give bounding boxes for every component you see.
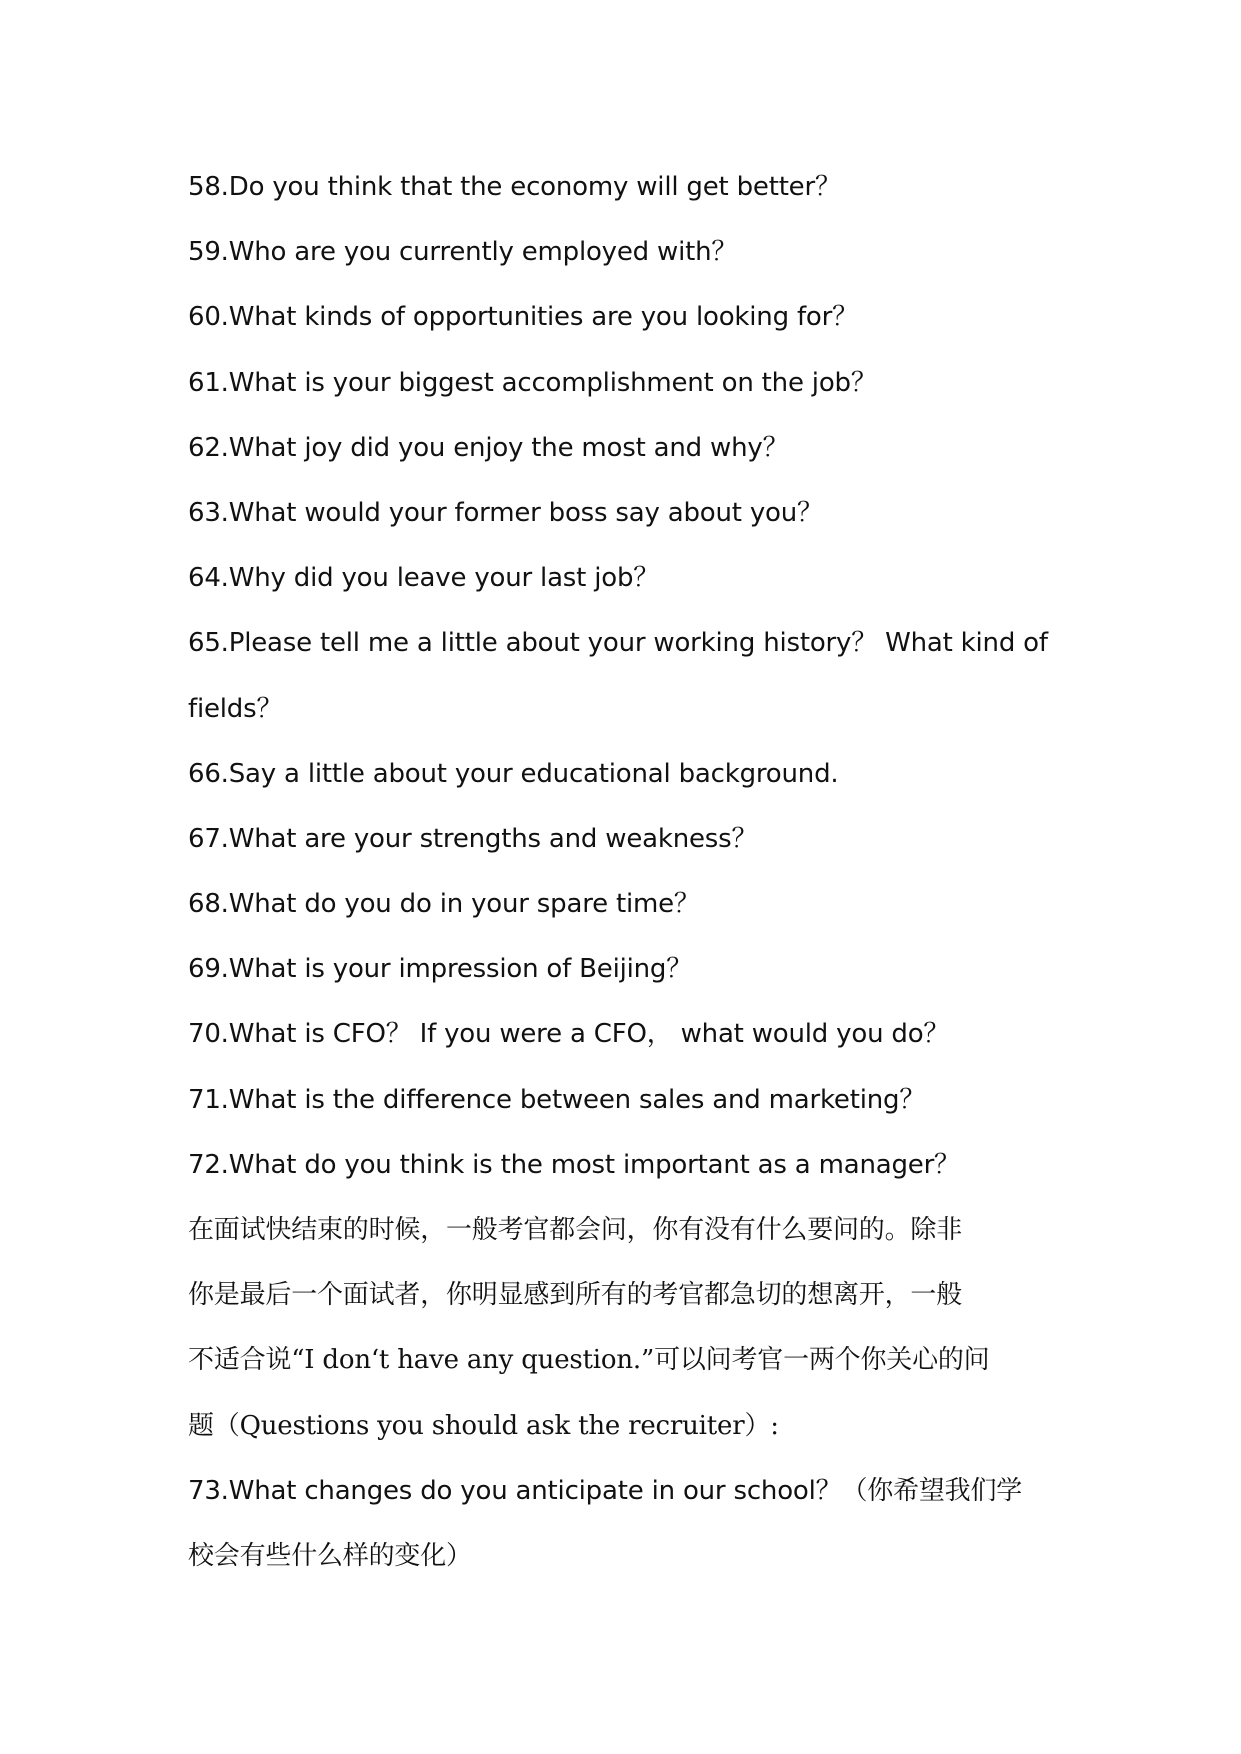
closing-note-line-2: 你是最后一个面试者，你明显感到所有的考官都急切的想离开，一般 bbox=[188, 1280, 963, 1311]
question-72: 72.What do you think is the most important as a manager？ bbox=[188, 1149, 960, 1180]
closing-note-line-4: 题（Questions you should ask the recruiter）: bbox=[188, 1410, 779, 1441]
question-71: 71.What is the difference between sales and marketing？ bbox=[188, 1084, 926, 1115]
question-60: 60.What kinds of opportunities are you looking for？ bbox=[188, 302, 858, 333]
question-65-line-1: 65.Please tell me a little about your working history？ What kind of bbox=[188, 628, 1048, 659]
question-65-line-2: fields？ bbox=[188, 693, 283, 724]
question-63: 63.What would your former boss say about you？ bbox=[188, 497, 823, 528]
question-69: 69.What is your impression of Beijing？ bbox=[188, 954, 693, 985]
question-70: 70.What is CFO？ If you were a CFO， what would you do？ bbox=[188, 1019, 950, 1050]
question-59: 59.Who are you currently employed with？ bbox=[188, 237, 738, 268]
question-66: 66.Say a little about your educational background. bbox=[188, 758, 839, 789]
question-58: 58.Do you think that the economy will get better？ bbox=[188, 172, 841, 202]
closing-note-line-3: 不适合说“I don‘t have any question.”可以问考官一两个你关心的问 bbox=[188, 1345, 990, 1376]
question-73-line-2: 校会有些什么样的变化） bbox=[188, 1540, 472, 1571]
question-67: 67.What are your strengths and weakness？ bbox=[188, 823, 758, 854]
question-62: 62.What joy did you enjoy the most and why？ bbox=[188, 432, 789, 463]
question-73-line-1: 73.What changes do you anticipate in our school？（你希望我们学 bbox=[188, 1475, 1023, 1506]
page-content bbox=[188, 155, 1068, 1589]
question-68: 68.What do you do in your spare time？ bbox=[188, 889, 700, 920]
closing-note-line-1: 在面试快结束的时候，一般考官都会问，你有没有什么要问的。除非 bbox=[188, 1215, 963, 1245]
question-61: 61.What is your biggest accomplishment on the job？ bbox=[188, 367, 877, 398]
question-64: 64.Why did you leave your last job？ bbox=[188, 563, 660, 594]
